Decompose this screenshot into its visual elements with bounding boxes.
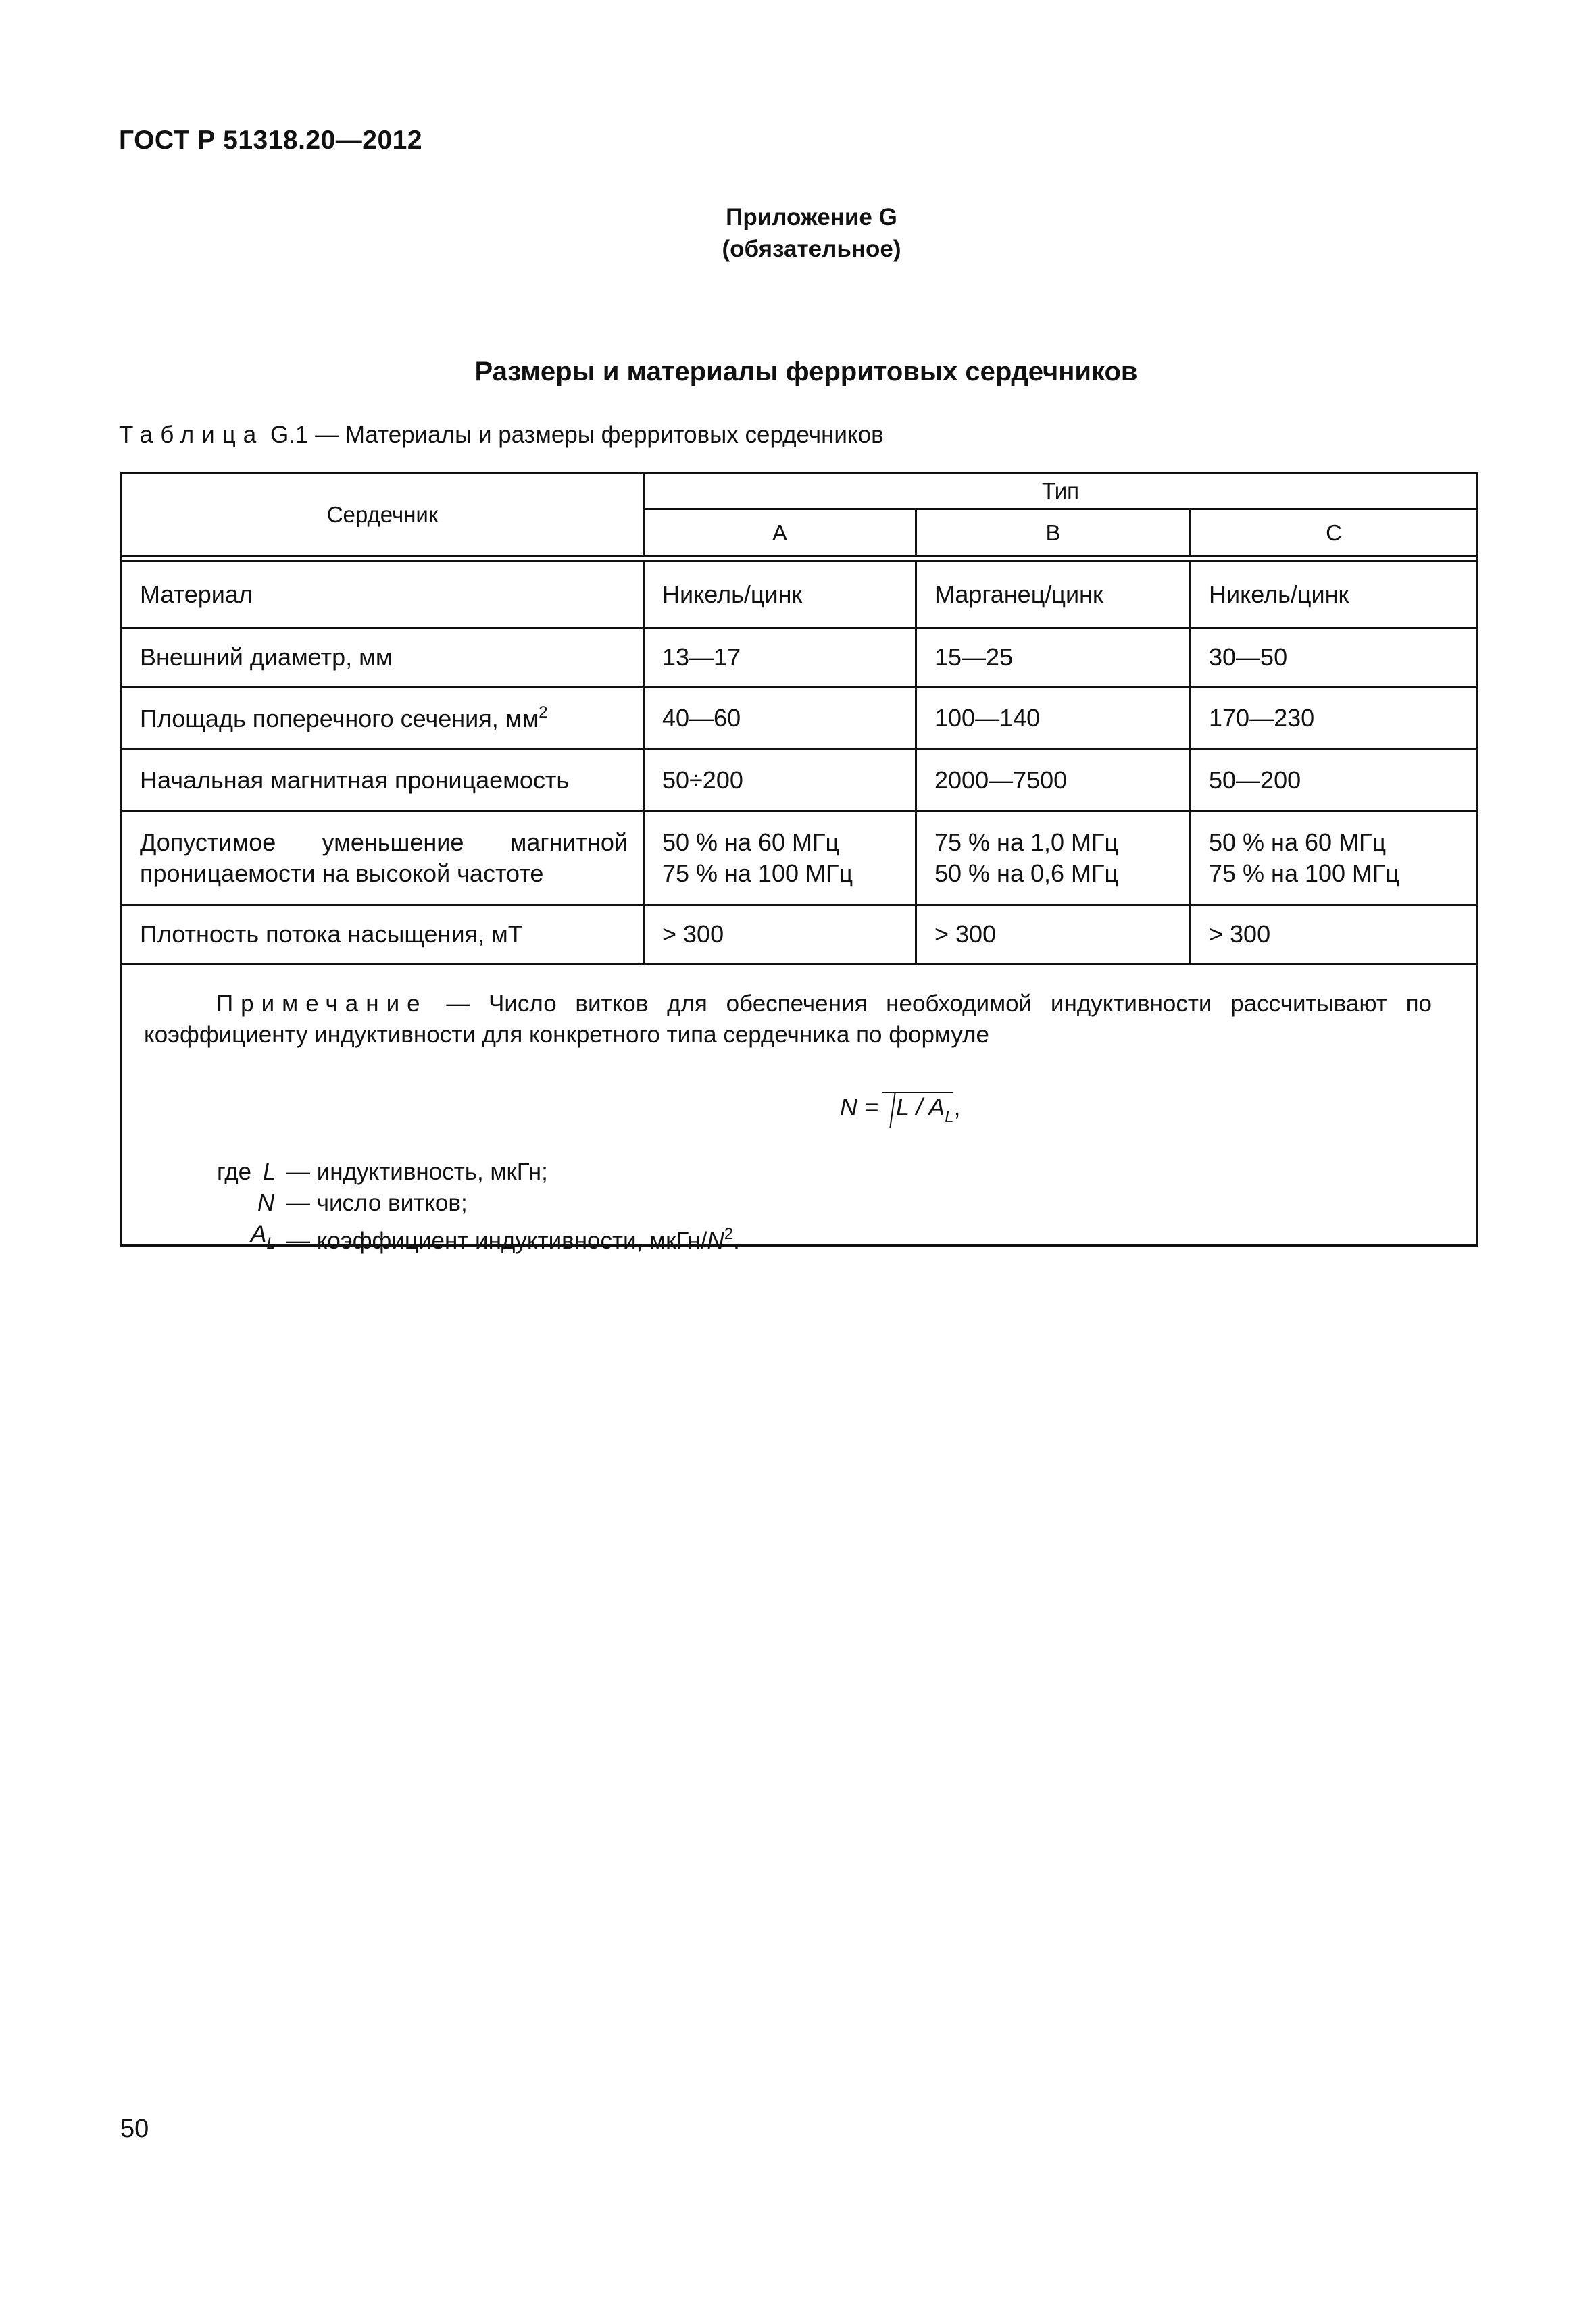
- table-row: [122, 749, 1478, 811]
- appendix-status: (обязательное): [722, 236, 901, 262]
- cell-b: 15—25: [916, 628, 1191, 687]
- header-type-b: B: [916, 509, 1191, 557]
- cell-c-line-1: 50 % на 60 МГц: [1209, 828, 1387, 856]
- legend-desc-al-n: N: [707, 1228, 724, 1254]
- cell-c: > 300: [1191, 905, 1478, 964]
- legend-desc-al: [286, 1219, 740, 1257]
- ferrite-cores-table: [120, 472, 1478, 1254]
- row-label: Внешний диаметр, мм: [122, 628, 644, 687]
- legend-desc-al-sup: 2: [724, 1225, 734, 1243]
- row-label: [122, 687, 644, 749]
- cell-a: 13—17: [644, 628, 916, 687]
- table-caption-prefix: Таблица: [119, 422, 264, 448]
- page-number: 50: [120, 2115, 149, 2143]
- cell-a: > 300: [644, 905, 916, 964]
- table-header-row: [122, 473, 1478, 509]
- table-row: [122, 628, 1478, 687]
- table-row: [122, 687, 1478, 749]
- cell-b: > 300: [916, 905, 1191, 964]
- row-label: Плотность потока насыщения, мТ: [122, 905, 644, 964]
- header-type-c: C: [1191, 509, 1478, 557]
- header-type: Тип: [644, 473, 1478, 509]
- legend-desc-al-text: — коэффициент индуктивности, мкГн/: [286, 1228, 707, 1254]
- cell-a: 50÷200: [644, 749, 916, 811]
- note-text: — Число витков для обеспечения необходимой индуктивности рассчитывают по коэффициенту индуктивности для конкретного типа сердечника по формуле: [144, 990, 1432, 1048]
- row-label-text: Площадь поперечного сечения, мм: [140, 704, 539, 732]
- legend-sym-al: [251, 1219, 276, 1259]
- row-label: Допустимое уменьшение магнитной проницаемости на высокой частоте: [122, 811, 644, 905]
- note-paragraph: [144, 988, 1432, 1051]
- formula-radicand: L / A: [896, 1093, 945, 1121]
- formula-lhs: N =: [840, 1093, 879, 1121]
- appendix-title: Приложение G: [726, 204, 897, 230]
- formula-tail: ,: [953, 1093, 961, 1121]
- cell-b-line-1: 75 % на 1,0 МГц: [934, 828, 1119, 856]
- table-row: [122, 905, 1478, 964]
- row-label-superscript: 2: [539, 703, 548, 722]
- document-standard-number: ГОСТ Р 51318.20—2012: [119, 126, 423, 155]
- cell-c: Никель/цинк: [1191, 561, 1478, 628]
- cell-b: Марганец/цинк: [916, 561, 1191, 628]
- row-label: Материал: [122, 561, 644, 628]
- cell-b-line-2: 50 % на 0,6 МГц: [934, 859, 1119, 887]
- section-title: Размеры и материалы ферритовых сердечников: [474, 357, 1138, 386]
- cell-a-line-1: 50 % на 60 МГц: [662, 828, 840, 856]
- table-caption: [119, 422, 884, 449]
- header-core: Сердечник: [122, 473, 644, 557]
- legend-desc-l: — индуктивность, мкГн;: [286, 1159, 548, 1185]
- cell-b: [916, 811, 1191, 905]
- legend-sym-l: L: [263, 1159, 276, 1185]
- row-label: Начальная магнитная проницаемость: [122, 749, 644, 811]
- turns-formula: [840, 1092, 960, 1127]
- cell-c: 30—50: [1191, 628, 1478, 687]
- legend-where: где: [217, 1159, 252, 1185]
- table-row: [122, 811, 1478, 905]
- header-type-a: A: [644, 509, 916, 557]
- legend-sym-n: N: [257, 1190, 275, 1216]
- legend-desc-al-end: .: [733, 1228, 740, 1254]
- formula-radicand-subscript: L: [945, 1108, 954, 1126]
- header-separator: [122, 557, 1478, 561]
- cell-b: 2000—7500: [916, 749, 1191, 811]
- table-note: [122, 964, 1478, 1254]
- table-row: [122, 561, 1478, 628]
- legend-sym-al-subscript: L: [266, 1234, 276, 1253]
- cell-c: 170—230: [1191, 687, 1478, 749]
- cell-c-line-2: 75 % на 100 МГц: [1209, 859, 1400, 887]
- note-prefix: Примечание: [216, 990, 428, 1017]
- square-root: [882, 1092, 953, 1127]
- cell-a: [644, 811, 916, 905]
- cell-c: 50—200: [1191, 749, 1478, 811]
- table-caption-text: G.1 — Материалы и размеры ферритовых сердечников: [264, 422, 884, 448]
- legend-sym-al-base: A: [251, 1221, 267, 1247]
- cell-c: [1191, 811, 1478, 905]
- cell-a-line-2: 75 % на 100 МГц: [662, 859, 853, 887]
- legend-desc-n: — число витков;: [286, 1190, 468, 1216]
- cell-b: 100—140: [916, 687, 1191, 749]
- table-note-row: [122, 964, 1478, 1246]
- cell-a: Никель/цинк: [644, 561, 916, 628]
- cell-a: 40—60: [644, 687, 916, 749]
